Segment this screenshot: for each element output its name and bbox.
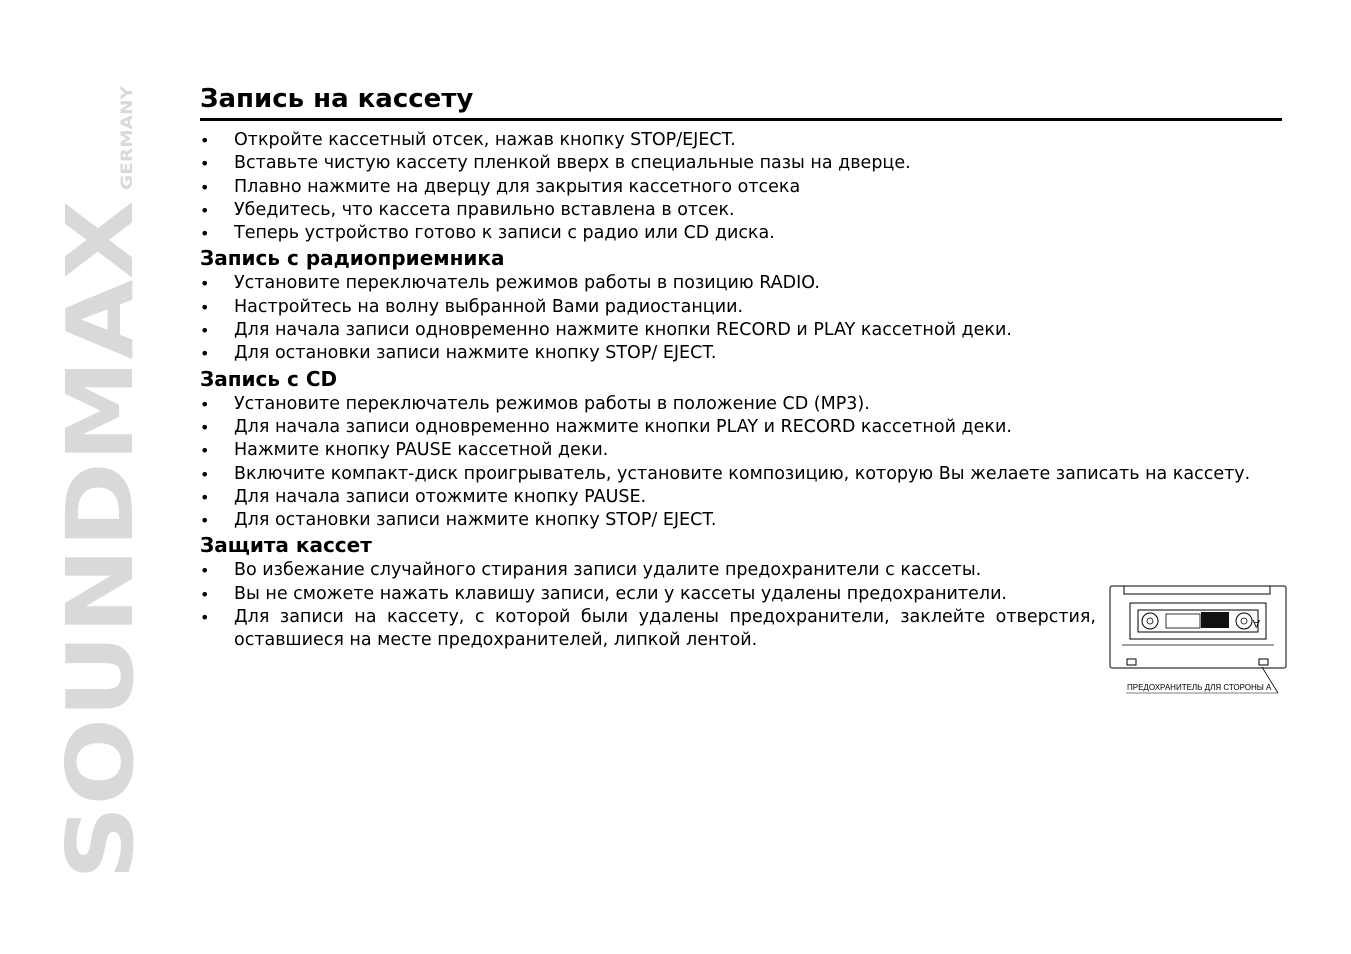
list-item: • Установите переключатель режимов работы в позицию RADIO. (200, 272, 1282, 295)
list-item: • Вставьте чистую кассету пленкой вверх в специальные пазы на дверце. (200, 152, 1282, 175)
list-item: • Вы не сможете нажать клавишу записи, если у кассеты удалены предохранители. (200, 583, 1282, 606)
radio-list (200, 272, 1282, 365)
brand-logo-text: SOUNDMAX (47, 273, 154, 880)
section-heading-cd: Запись с CD (200, 366, 338, 391)
brand-logo (40, 40, 170, 900)
list-item: • Для начала записи отожмите кнопку PAUSE. (200, 486, 1282, 509)
section-heading-radio: Запись с радиоприемника (200, 246, 505, 271)
cassette-caption: ПРЕДОХРАНИТЕЛЬ ДЛЯ СТОРОНЫ А (1127, 683, 1272, 692)
list-item: • Установите переключатель режимов работы в положение CD (MP3). (200, 393, 1282, 416)
section-heading-protection: Защита кассет (200, 533, 372, 558)
list-item: • Теперь устройство готово к записи с радио или CD диска. (200, 222, 1282, 245)
page-content (200, 82, 1282, 653)
list-item: • Включите компакт-диск проигрыватель, установите композицию, которую Вы желаете записать на кассету. (200, 463, 1282, 486)
list-item: • Для остановки записи нажмите кнопку STOP/ EJECT. (200, 342, 1282, 365)
list-item: • Убедитесь, что кассета правильно вставлена в отсек. (200, 199, 1282, 222)
cassette-side-label: A (1252, 617, 1260, 629)
intro-list (200, 129, 1282, 245)
list-item: • Откройте кассетный отсек, нажав кнопку STOP/EJECT. (200, 129, 1282, 152)
list-item: • Для начала записи одновременно нажмите кнопки PLAY и RECORD кассетной деки. (200, 416, 1282, 439)
list-item: • Для записи на кассету, с которой были удалены предохранители, заклейте отверстия, оставшиеся на месте предохранителей, липкой лентой. (200, 606, 1096, 653)
list-item: • Для остановки записи нажмите кнопку STOP/ EJECT. (200, 509, 1282, 532)
cd-list (200, 393, 1282, 533)
list-item: • Для начала записи одновременно нажмите кнопки RECORD и PLAY кассетной деки. (200, 319, 1282, 342)
list-item: • Плавно нажмите на дверцу для закрытия кассетного отсека (200, 176, 1282, 199)
list-item: • Нажмите кнопку PAUSE кассетной деки. (200, 439, 1282, 462)
brand-logo-graphic (40, 40, 170, 900)
brand-logo-subtext: GERMANY (117, 100, 136, 190)
list-item: • Во избежание случайного стирания записи удалите предохранители с кассеты. (200, 559, 1282, 582)
page-title: Запись на кассету (200, 82, 1282, 121)
list-item: • Настройтесь на волну выбранной Вами радиостанции. (200, 296, 1282, 319)
